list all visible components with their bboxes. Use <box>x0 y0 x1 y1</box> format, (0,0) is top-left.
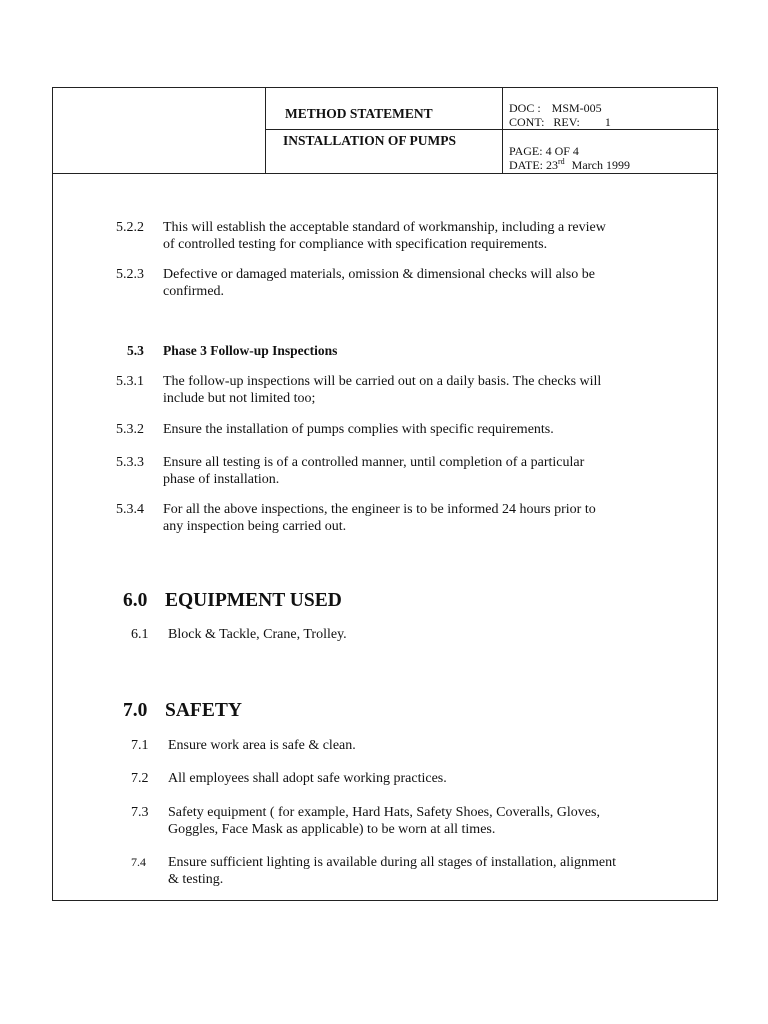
list-item <box>131 854 703 888</box>
item-text-line: Ensure sufficient lighting is available during all stages of installation, alignment <box>168 855 617 870</box>
list-item <box>116 501 703 535</box>
item-text <box>163 266 595 300</box>
section-title: Phase 3 Follow-up Inspections <box>163 343 338 358</box>
section-number: 5.3 <box>127 343 144 358</box>
rev-label: REV: <box>553 115 580 129</box>
item-number: 5.3.4 <box>116 502 144 517</box>
item-text <box>163 501 596 535</box>
doc-label: DOC : <box>509 101 541 115</box>
list-item <box>131 737 703 754</box>
item-number: 7.2 <box>131 771 149 786</box>
document-header <box>53 88 717 174</box>
section-title: EQUIPMENT USED <box>165 590 342 611</box>
item-text-line: Ensure work area is safe & clean. <box>168 738 356 753</box>
item-text-line: & testing. <box>168 872 224 887</box>
item-text <box>163 421 554 438</box>
item-text-line: Goggles, Face Mask as applicable) to be worn at all times. <box>168 822 496 837</box>
header-divider <box>265 129 719 130</box>
list-item <box>116 454 703 488</box>
item-text-line: phase of installation. <box>163 472 280 487</box>
item-number: 5.3.1 <box>116 374 144 389</box>
list-item <box>116 421 703 438</box>
header-subtitle: INSTALLATION OF PUMPS <box>283 133 457 148</box>
item-text <box>163 219 606 253</box>
date-superscript: rd <box>558 157 565 166</box>
item-text-line: Block & Tackle, Crane, Trolley. <box>168 627 347 642</box>
item-text-line: any inspection being carried out. <box>163 519 347 534</box>
section-heading <box>123 590 523 614</box>
item-number: 5.3.3 <box>116 455 144 470</box>
cont-rev-field <box>509 116 611 129</box>
item-text <box>168 854 616 888</box>
item-text <box>163 373 601 407</box>
list-item <box>116 219 703 253</box>
date-prefix: DATE: 23 <box>509 158 558 172</box>
list-item <box>131 770 703 787</box>
item-text <box>168 737 356 754</box>
item-text-line: Safety equipment ( for example, Hard Hats, Safety Shoes, Coveralls, Gloves, <box>168 805 600 820</box>
document-frame <box>52 87 718 901</box>
item-text-line: This will establish the acceptable standard of workmanship, including a review <box>163 220 606 235</box>
item-text-line: The follow-up inspections will be carried out on a daily basis. The checks will <box>163 374 602 389</box>
item-number: 5.2.2 <box>116 220 144 235</box>
rev-value: 1 <box>604 115 611 129</box>
item-text <box>163 454 584 488</box>
section-title: SAFETY <box>165 700 242 721</box>
list-item <box>116 266 703 300</box>
item-number: 7.3 <box>131 805 149 820</box>
item-text-line: All employees shall adopt safe working practices. <box>168 771 447 786</box>
item-text-line: Ensure all testing is of a controlled manner, until completion of a particular <box>163 455 585 470</box>
header-title: METHOD STATEMENT <box>285 106 433 121</box>
item-number: 5.2.3 <box>116 267 144 282</box>
date-field <box>509 159 630 172</box>
header-divider <box>502 88 503 174</box>
section-number: 6.0 <box>123 590 148 611</box>
section-heading <box>127 343 527 367</box>
item-number: 7.4 <box>131 855 146 869</box>
page-field: PAGE: 4 OF 4 <box>509 144 579 158</box>
item-number: 6.1 <box>131 627 149 642</box>
date-suffix: March 1999 <box>571 158 630 172</box>
section-heading <box>123 700 523 724</box>
item-text-line: Ensure the installation of pumps complies with specific requirements. <box>163 422 554 437</box>
item-text-line: of controlled testing for compliance with specification requirements. <box>163 237 548 252</box>
item-text <box>168 626 347 643</box>
item-text <box>168 770 447 787</box>
doc-value: MSM-005 <box>551 101 602 115</box>
item-text-line: confirmed. <box>163 284 225 299</box>
list-item <box>131 626 703 643</box>
item-number: 7.1 <box>131 738 149 753</box>
list-item <box>131 804 703 838</box>
doc-field <box>509 102 602 115</box>
cont-label: CONT: <box>509 115 545 129</box>
section-number: 7.0 <box>123 700 148 721</box>
item-text <box>168 804 600 838</box>
header-divider <box>265 88 266 174</box>
list-item <box>116 373 703 407</box>
item-text-line: include but not limited too; <box>163 391 316 406</box>
item-text-line: Defective or damaged materials, omission & dimensional checks will also be <box>163 267 595 282</box>
item-text-line: For all the above inspections, the engineer is to be informed 24 hours prior to <box>163 502 596 517</box>
item-number: 5.3.2 <box>116 422 144 437</box>
